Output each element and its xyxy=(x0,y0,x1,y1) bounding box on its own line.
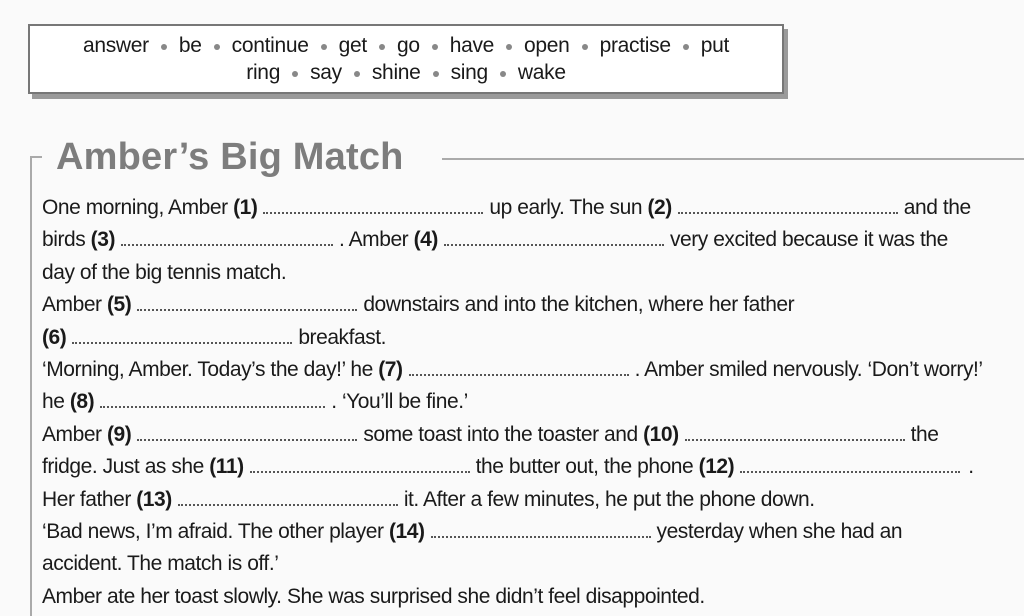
story-line xyxy=(42,192,1024,224)
story-line xyxy=(42,257,1024,289)
word: sing xyxy=(450,61,488,84)
gap-10-input[interactable] xyxy=(685,425,905,441)
divider xyxy=(442,158,1024,160)
gap-number: (10) xyxy=(643,422,679,446)
bullet-icon xyxy=(214,44,220,50)
gap-5-input[interactable] xyxy=(137,295,357,311)
text: accident. The match is off.’ xyxy=(42,552,279,576)
gap-number: (12) xyxy=(698,455,735,479)
story-line xyxy=(42,484,1024,516)
gap-1-input[interactable] xyxy=(263,198,483,214)
page-title: Amber’s Big Match xyxy=(56,136,404,178)
text: Amber xyxy=(42,293,102,317)
gap-number: (7) xyxy=(378,357,403,381)
gap-number: (14) xyxy=(388,519,425,543)
text: up early. The sun xyxy=(489,196,643,219)
divider xyxy=(30,156,32,616)
text: ‘Bad news, I’m afraid. The other player xyxy=(42,519,384,543)
text: fridge. Just as she xyxy=(42,455,204,479)
gap-9-input[interactable] xyxy=(137,425,357,441)
gap-number: (3) xyxy=(90,228,115,252)
story-line xyxy=(42,581,1024,613)
bullet-icon xyxy=(433,71,439,77)
gap-number: (9) xyxy=(107,422,132,446)
story-line xyxy=(42,289,1024,321)
word: practise xyxy=(599,34,671,57)
text: he xyxy=(42,390,65,414)
gap-number: (13) xyxy=(136,487,172,511)
word-box xyxy=(28,24,784,94)
word-row-2 xyxy=(246,59,565,86)
word: put xyxy=(700,34,730,57)
gap-number: (11) xyxy=(209,455,244,479)
word: shine xyxy=(371,61,421,84)
word: open xyxy=(524,34,570,57)
text: . ‘You’ll be fine.’ xyxy=(331,390,468,414)
text: it. After a few minutes, he put the phone down. xyxy=(403,487,815,511)
bullet-icon xyxy=(292,71,298,77)
word: go xyxy=(396,34,420,57)
gap-14-input[interactable] xyxy=(431,522,651,538)
gap-number: (4) xyxy=(413,228,438,252)
story-line xyxy=(42,419,1024,451)
bullet-icon xyxy=(321,44,327,50)
text: Her father xyxy=(42,487,131,511)
gap-13-input[interactable] xyxy=(178,490,398,506)
word-row-1 xyxy=(83,32,729,59)
text: Amber ate her toast slowly. She was surprised she didn’t feel disappointed. xyxy=(42,584,705,608)
text: ‘Morning, Amber. Today’s the day!’ he xyxy=(42,357,373,381)
text: birds xyxy=(42,228,86,252)
text: downstairs and into the kitchen, where her father xyxy=(363,293,795,317)
story-line xyxy=(42,548,1024,580)
title-area xyxy=(30,136,1024,182)
text: . Amber xyxy=(339,228,409,252)
text: . xyxy=(968,455,974,479)
gap-3-input[interactable] xyxy=(121,230,333,246)
text: the butter out, the phone xyxy=(475,455,694,479)
bullet-icon xyxy=(582,44,588,50)
bullet-icon xyxy=(500,71,506,77)
word: say xyxy=(310,61,342,84)
gap-number: (8) xyxy=(69,390,95,414)
story-line xyxy=(42,224,1024,256)
gap-number: (5) xyxy=(107,293,132,317)
text: day of the big tennis match. xyxy=(42,260,287,284)
story-line xyxy=(42,516,1024,548)
text: some toast into the toaster and xyxy=(363,422,638,446)
bullet-icon xyxy=(432,44,438,50)
bullet-icon xyxy=(683,44,689,50)
word: wake xyxy=(517,61,566,84)
gap-6-input[interactable] xyxy=(72,328,292,344)
gap-4-input[interactable] xyxy=(444,230,664,246)
bullet-icon xyxy=(161,44,167,50)
word: ring xyxy=(246,61,281,84)
story-line xyxy=(42,354,1024,386)
gap-11-input[interactable] xyxy=(250,457,470,473)
gap-8-input[interactable] xyxy=(100,392,325,408)
bullet-icon xyxy=(379,44,385,50)
word: get xyxy=(338,34,367,57)
text: Amber xyxy=(42,422,102,446)
text: very excited because it was the xyxy=(669,228,948,252)
story-line xyxy=(42,451,1024,483)
text: yesterday when she had an xyxy=(656,519,903,543)
gap-number: (1) xyxy=(233,196,258,219)
text: breakfast. xyxy=(298,325,387,349)
word: be xyxy=(178,34,202,57)
text: the xyxy=(910,422,939,446)
bullet-icon xyxy=(506,44,512,50)
word: continue xyxy=(231,34,309,57)
word: answer xyxy=(82,34,149,57)
gap-2-input[interactable] xyxy=(678,198,898,214)
text: . Amber smiled nervously. ‘Don’t worry!’ xyxy=(634,357,983,381)
gap-7-input[interactable] xyxy=(409,360,629,376)
word: have xyxy=(449,34,495,57)
bullet-icon xyxy=(354,71,360,77)
story-line xyxy=(42,322,1024,354)
text: One morning, Amber xyxy=(42,196,228,219)
gap-number: (6) xyxy=(42,325,67,349)
gap-number: (2) xyxy=(647,196,672,219)
story-text xyxy=(42,192,1024,613)
text: and the xyxy=(903,196,971,219)
gap-12-input[interactable] xyxy=(740,457,960,473)
story-line xyxy=(42,386,1024,418)
